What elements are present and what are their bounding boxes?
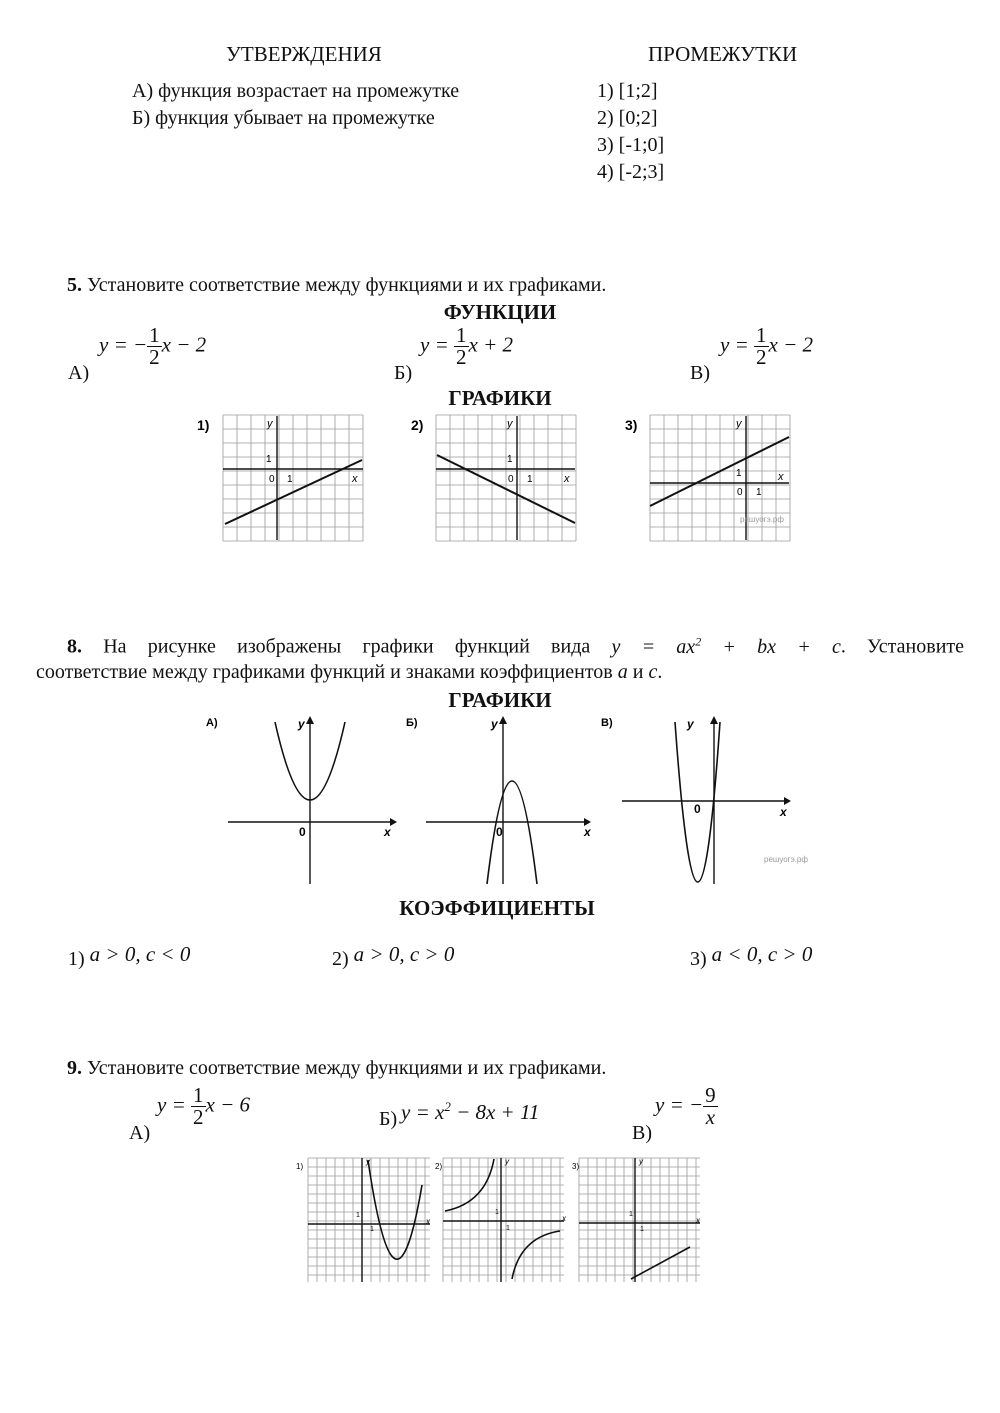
tick-one-label: 1 bbox=[356, 1212, 360, 1219]
y-axis-label: y bbox=[639, 1157, 643, 1166]
interval-3: 3) [-1;0] bbox=[597, 134, 665, 156]
interval-4: 4) [-2;3] bbox=[597, 161, 665, 183]
q9-number: 9. bbox=[67, 1057, 82, 1079]
y-axis-label: y bbox=[298, 717, 305, 731]
q8-graphs bbox=[200, 712, 808, 887]
x-axis-label: x bbox=[584, 825, 591, 839]
intervals-heading: ПРОМЕЖУТКИ bbox=[648, 42, 798, 66]
q9-c-lhs: y = − bbox=[655, 1092, 704, 1117]
q9-b-rhs: − 8x + 11 bbox=[450, 1100, 540, 1124]
q8-number: 8. bbox=[67, 635, 82, 658]
q5-graphs-title: ГРАФИКИ bbox=[448, 386, 552, 410]
q9-graph-3 bbox=[572, 1157, 701, 1282]
y-axis-label: y bbox=[267, 418, 273, 430]
q9-option-c-formula bbox=[655, 1085, 718, 1128]
y-axis-label: y bbox=[366, 1157, 370, 1166]
origin-label: 0 bbox=[299, 825, 306, 839]
q5-graph-2-label: 2) bbox=[411, 417, 424, 433]
q5-c-lhs: y = bbox=[720, 332, 754, 357]
q9-graphs bbox=[290, 1155, 710, 1285]
q8-graph-c-label: В) bbox=[601, 717, 613, 729]
origin-label: 0 bbox=[269, 474, 275, 485]
coef-1-expr: a > 0, c < 0 bbox=[89, 942, 191, 966]
coef-2-expr: a > 0, c > 0 bbox=[353, 942, 455, 966]
graph-line bbox=[631, 1247, 690, 1279]
x-axis-label: x bbox=[780, 805, 787, 819]
q9-a-den: 2 bbox=[193, 1105, 204, 1129]
q5-graph-2 bbox=[411, 415, 576, 541]
q9-question bbox=[67, 1057, 606, 1080]
q5-graph-3-label: 3) bbox=[625, 417, 638, 433]
q8-coef-2 bbox=[332, 942, 455, 971]
y-axis-arrow bbox=[710, 716, 718, 724]
q8-line2-text: соответствие между графиками функций и знаками коэффициентов bbox=[36, 661, 613, 683]
tick-one-label: 1 bbox=[507, 454, 513, 465]
q5-option-c-label: В) bbox=[690, 362, 710, 384]
tick-one-label: 1 bbox=[640, 1226, 644, 1233]
hyperbola-branch-right bbox=[512, 1231, 560, 1279]
tick-one-label: 1 bbox=[756, 487, 762, 498]
q5-b-fraction bbox=[454, 325, 469, 368]
tick-one-label: 1 bbox=[506, 1225, 510, 1232]
q8-formula-exp: 2 bbox=[695, 634, 702, 648]
q5-option-b-formula bbox=[420, 325, 513, 368]
coef-3-label: 3) bbox=[690, 948, 707, 970]
graph-line bbox=[650, 437, 789, 506]
q8-graph-a-label: А) bbox=[206, 717, 218, 729]
q9-a-fraction bbox=[191, 1085, 206, 1128]
x-axis-arrow bbox=[390, 818, 397, 826]
tick-one-label: 1 bbox=[629, 1211, 633, 1218]
x-axis-arrow bbox=[784, 797, 791, 805]
q8-line2-end: . bbox=[657, 661, 663, 683]
y-axis-arrow bbox=[306, 716, 314, 724]
tick-one-label: 1 bbox=[736, 468, 742, 479]
statement-a: А) функция возрастает на промежутке bbox=[132, 80, 460, 102]
q9-graph-2 bbox=[435, 1157, 567, 1282]
q5-option-a-formula bbox=[99, 325, 206, 368]
q8-formula bbox=[611, 636, 840, 658]
q9-option-b-label: Б) bbox=[379, 1108, 398, 1130]
q8-graph-a bbox=[206, 716, 397, 884]
q5-c-den: 2 bbox=[756, 345, 767, 369]
q5-number: 5. bbox=[67, 274, 82, 296]
q5-c-rhs: x − 2 bbox=[768, 332, 813, 357]
watermark: решуогэ.рф bbox=[764, 855, 808, 864]
q8-graph-c bbox=[601, 716, 808, 884]
q5-graphs bbox=[195, 410, 795, 545]
statement-b: Б) функция убывает на промежутке bbox=[132, 107, 435, 129]
tick-one-label: 1 bbox=[370, 1226, 374, 1233]
watermark: решуогэ.рф bbox=[740, 515, 784, 524]
q8-question-line2 bbox=[36, 661, 662, 684]
origin-label: 0 bbox=[496, 825, 503, 839]
y-axis-label: y bbox=[491, 717, 498, 731]
q5-a-rhs: x − 2 bbox=[161, 332, 207, 357]
q8-coef-1 bbox=[68, 942, 191, 971]
q8-var-a: a bbox=[617, 661, 628, 683]
q5-graph-1-label: 1) bbox=[197, 417, 210, 433]
q8-text-b: . Установите bbox=[840, 635, 965, 658]
q5-a-fraction bbox=[147, 325, 162, 368]
tick-one-label: 1 bbox=[495, 1209, 499, 1216]
q9-text: Установите соответствие между функциями и их графиками. bbox=[87, 1057, 607, 1079]
q5-graph-3 bbox=[625, 415, 790, 541]
q5-graph-1 bbox=[197, 415, 363, 541]
q5-b-den: 2 bbox=[456, 345, 467, 369]
tick-one-label: 1 bbox=[287, 474, 293, 485]
q8-graph-b bbox=[406, 716, 592, 884]
q9-b-lhs: y = x bbox=[401, 1100, 445, 1124]
q9-graph-1 bbox=[296, 1157, 431, 1282]
x-axis-label: x bbox=[384, 825, 391, 839]
q9-a-lhs: y = bbox=[157, 1092, 191, 1117]
parabola bbox=[368, 1160, 422, 1259]
origin-label: 0 bbox=[694, 802, 701, 816]
q5-b-num: 1 bbox=[456, 323, 467, 347]
tick-one-label: 1 bbox=[266, 454, 272, 465]
q9-option-b-formula bbox=[401, 1099, 539, 1125]
q8-formula-lhs: y = ax bbox=[611, 635, 696, 658]
q9-c-den: x bbox=[705, 1105, 716, 1129]
coef-3-expr: a < 0, c > 0 bbox=[711, 942, 813, 966]
q8-formula-rhs: + bx + c bbox=[701, 635, 841, 658]
x-axis-label: x bbox=[696, 1216, 700, 1225]
q5-option-c-formula bbox=[720, 325, 813, 368]
q8-and: и bbox=[632, 661, 644, 683]
interval-1: 1) [1;2] bbox=[597, 80, 658, 102]
y-axis-label: y bbox=[507, 418, 513, 430]
q9-a-num: 1 bbox=[193, 1083, 204, 1107]
parabola bbox=[487, 781, 537, 884]
q8-graphs-title: ГРАФИКИ bbox=[448, 688, 552, 712]
x-axis-label: x bbox=[562, 1214, 566, 1223]
q5-a-den: 2 bbox=[149, 345, 160, 369]
q5-question bbox=[67, 274, 606, 297]
q5-option-a-label: А) bbox=[68, 362, 90, 384]
q5-c-num: 1 bbox=[756, 323, 767, 347]
q9-graph-2-label: 2) bbox=[435, 1162, 443, 1171]
interval-2: 2) [0;2] bbox=[597, 107, 658, 129]
q5-a-lhs: y = − bbox=[99, 332, 148, 357]
q8-coef-3 bbox=[690, 942, 813, 971]
coef-1-label: 1) bbox=[68, 948, 85, 970]
q9-graph-3-label: 3) bbox=[572, 1162, 580, 1171]
q9-b-exp: 2 bbox=[444, 1099, 451, 1114]
y-axis-label: y bbox=[736, 418, 742, 430]
origin-label: 0 bbox=[737, 487, 743, 498]
q5-b-rhs: x + 2 bbox=[468, 332, 513, 357]
q5-text: Установите соответствие между функциями и их графиками. bbox=[87, 274, 607, 296]
tick-one-label: 1 bbox=[527, 474, 533, 485]
q9-c-fraction bbox=[703, 1085, 718, 1128]
q9-graph-1-label: 1) bbox=[296, 1162, 304, 1171]
x-axis-label: x bbox=[564, 473, 570, 485]
q5-option-b-label: Б) bbox=[394, 362, 413, 384]
q5-b-lhs: y = bbox=[420, 332, 454, 357]
q8-var-c: c bbox=[648, 661, 658, 683]
q8-graph-b-label: Б) bbox=[406, 717, 418, 729]
q9-c-num: 9 bbox=[705, 1083, 716, 1107]
q9-option-a-label: А) bbox=[129, 1122, 151, 1144]
q5-functions-title: ФУНКЦИИ bbox=[443, 300, 557, 324]
q5-c-fraction bbox=[754, 325, 769, 368]
statements-heading: УТВЕРЖДЕНИЯ bbox=[226, 42, 382, 66]
q9-a-rhs: x − 6 bbox=[205, 1092, 250, 1117]
q8-text-a: На рисунке изображены графики функций вида bbox=[103, 635, 591, 658]
x-axis-label: x bbox=[778, 471, 784, 483]
q8-question-line1 bbox=[67, 634, 964, 659]
x-axis-label: x bbox=[426, 1217, 430, 1226]
y-axis-label: y bbox=[687, 717, 694, 731]
origin-label: 0 bbox=[508, 474, 514, 485]
q8-coefficients-title: КОЭФФИЦИЕНТЫ bbox=[399, 896, 595, 920]
q9-option-c-label: В) bbox=[632, 1122, 652, 1144]
coef-2-label: 2) bbox=[332, 948, 349, 970]
x-axis-label: x bbox=[352, 473, 358, 485]
q9-option-a-formula bbox=[157, 1085, 250, 1128]
q5-a-num: 1 bbox=[149, 323, 160, 347]
y-axis-label: y bbox=[505, 1157, 509, 1166]
y-axis-arrow bbox=[499, 716, 507, 724]
